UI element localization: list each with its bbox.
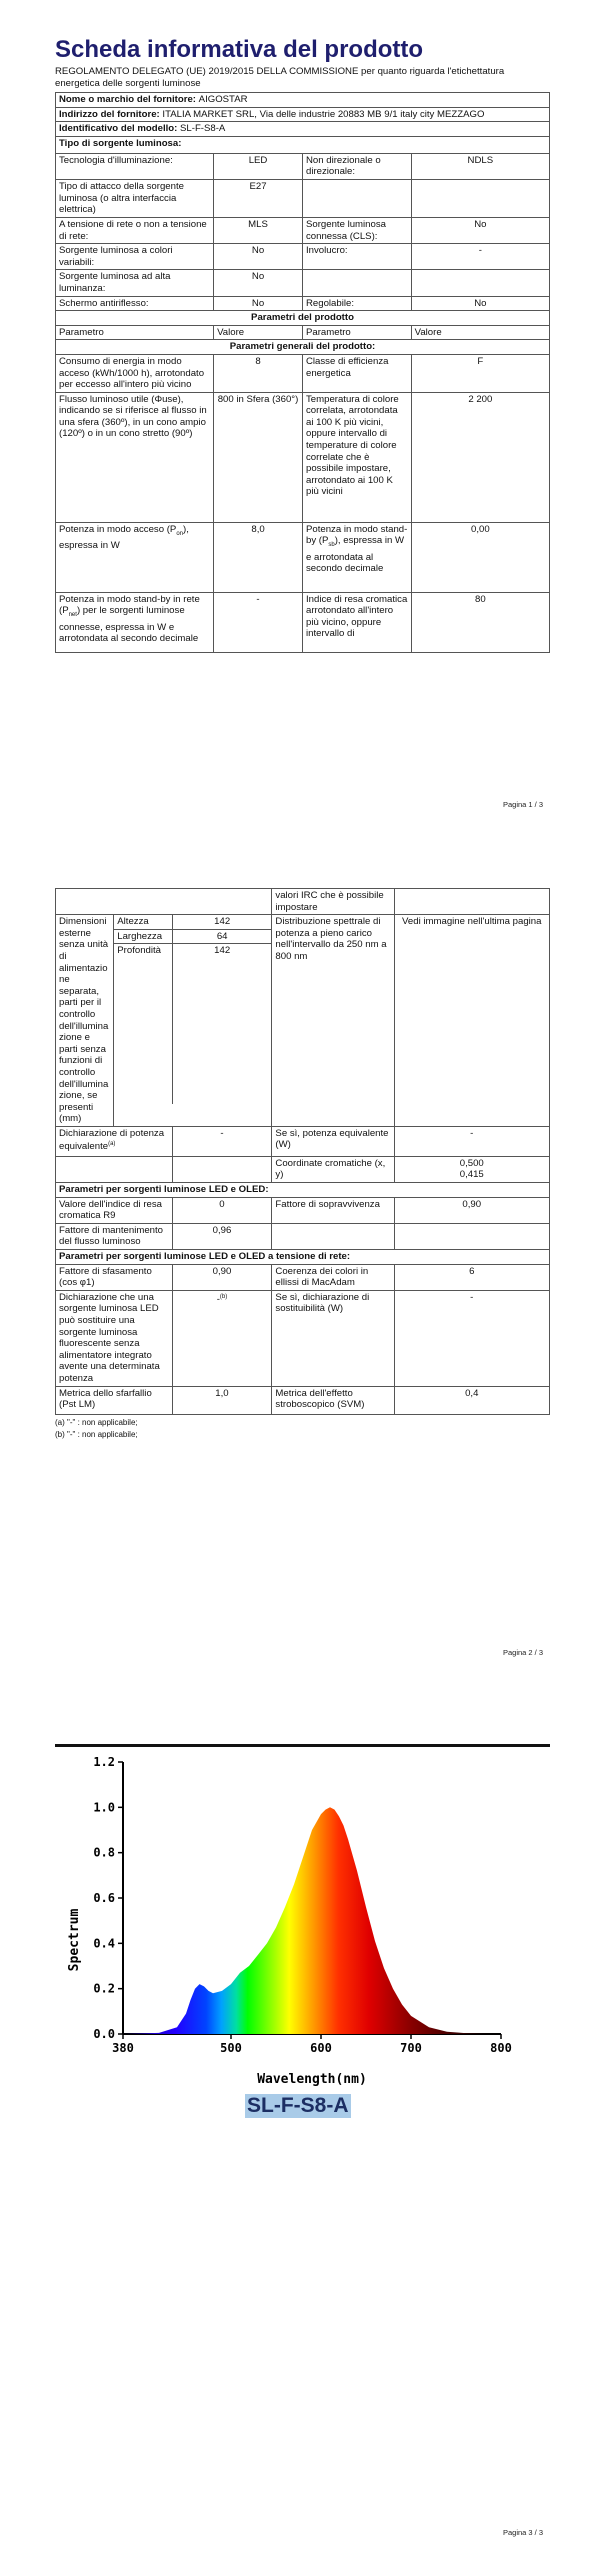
height-value: 142 [172, 915, 271, 929]
x-tick-label: 800 [490, 2041, 512, 2055]
page-3 [0, 1690, 603, 2560]
chroma-y: 0,415 [459, 1169, 484, 1181]
r9-label: Valore dell'indice di resa cromatica R9 [56, 1197, 173, 1223]
y-axis-label: Spectrum [67, 1908, 82, 1972]
energy-value: 8 [214, 354, 303, 392]
cls-value: No [411, 217, 549, 243]
cap-value: E27 [214, 179, 303, 217]
dir-value: NDLS [411, 153, 549, 179]
footnotes [55, 1417, 550, 1441]
document-title: Scheda informativa del prodotto [55, 36, 424, 63]
tech-label: Tecnologia d'illuminazione: [56, 153, 214, 179]
footnote-b: (b) "-" : non applicabile; [55, 1429, 138, 1439]
page-2-content [55, 888, 550, 1441]
psb-value: 0,00 [411, 522, 549, 592]
pf-value: 0,90 [172, 1264, 272, 1290]
page-2 [0, 830, 603, 1690]
replace-label: Dichiarazione che una sorgente luminosa LED può sostituire una sorgente luminosa fluorescente senza alimentatore integrato avente una determinata potenza [56, 1290, 173, 1386]
pon-value: 8,0 [214, 522, 303, 592]
chroma-x: 0,500 [459, 1157, 484, 1169]
chroma-label: Coordinate cromatiche (x, y) [272, 1156, 394, 1182]
pnet-value: - [214, 592, 303, 652]
depth-label: Profondità [114, 944, 172, 1104]
y-tick-label: 0.0 [93, 2027, 115, 2041]
dimmable-label: Regolabile: [302, 296, 411, 311]
replace-w-label: Se sì, dichiarazione di sostituibilità (W) [272, 1290, 394, 1386]
top-rule [55, 1744, 550, 1747]
y-tick-label: 0.2 [93, 1981, 115, 1996]
chroma-values [394, 1156, 549, 1182]
page-1-content [55, 36, 550, 653]
flux-label: Flusso luminoso utile (Φuse), indicando se si riferisce al flusso in una sfera (360º), in un cono ampio (120º) o in un cono stretto (90º) [56, 392, 214, 522]
x-tick-label: 380 [112, 2041, 134, 2055]
psb-label: Potenza in modo stand-by $(P_{sb})$, espressa in W e arrotondata al secondo decimale [302, 522, 411, 592]
supplier-address: ITALIA MARKET SRL, Via delle industrie 20883 MB 9/1 italy city MEZZAGO [162, 108, 485, 120]
pon-label: Potenza in modo acceso $(P_{on})$, espressa in W [56, 522, 214, 592]
spd-value: Vedi immagine nell'ultima pagina [394, 915, 549, 1127]
survival-label: Fattore di sopravvivenza [272, 1197, 394, 1223]
class-label: Classe di efficienza energetica [302, 354, 411, 392]
source-type-header: Tipo di sorgente luminosa: [56, 136, 550, 153]
dimensions-label: Dimensioni esterne senza unità di alimentazione separata, parti per il controllo dell'illuminazione e parti senza funzioni di controllo dell'illuminazione, se presenti (mm) [56, 915, 114, 1127]
x-tick-label: 600 [310, 2041, 332, 2055]
equiv-label: Dichiarazione di potenza equivalente$^{(a)}$ [56, 1126, 173, 1156]
svm-label: Metrica dell'effetto stroboscopico (SVM) [272, 1386, 394, 1414]
dimensions-table [114, 915, 271, 1104]
spd-label: Distribuzione spettrale di potenza a pieno carico nell'intervallo da 250 nm a 800 nm [272, 915, 394, 1127]
mains-label: A tensione di rete o non a tensione di rete: [56, 217, 214, 243]
flicker-label: Metrica dello sfarfallio (Pst LM) [56, 1386, 173, 1414]
spectrum-chart [0, 1750, 603, 2090]
cls-label: Sorgente luminosa connessa (CLS): [302, 217, 411, 243]
y-tick-label: 0.8 [93, 1845, 115, 1860]
equiv-w-value: - [394, 1126, 549, 1156]
class-value: F [411, 354, 549, 392]
product-params-header: Parametri del prodotto [56, 311, 550, 326]
y-tick-label: 0.6 [93, 1891, 115, 1905]
supplier-name: AIGOSTAR [198, 94, 248, 105]
page-number-3: Pagina 3 / 3 [502, 2528, 543, 2537]
replace-w-value: - [394, 1290, 549, 1386]
macadam-label: Coerenza dei colori in ellissi di MacAdam [272, 1264, 394, 1290]
flicker-value: 1,0 [172, 1386, 272, 1414]
envelope-value: - [411, 244, 549, 270]
tech-value: LED [214, 153, 303, 179]
colour-label: Sorgente luminosa a colori variabili: [56, 244, 214, 270]
glare-label: Schermo antiriflesso: [56, 296, 214, 311]
chart-caption: SL-F-S8-A [247, 2094, 349, 2117]
col-param-1: Parametro [56, 325, 214, 340]
pf-label: Fattore di sfasamento (cos φ1) [56, 1264, 173, 1290]
col-param-2: Parametro [302, 325, 411, 340]
maintenance-label: Fattore di mantenimento del flusso luminoso [56, 1223, 173, 1249]
equiv-value: - [172, 1126, 272, 1156]
svm-value: 0,4 [394, 1386, 549, 1414]
cri-value: 80 [411, 592, 549, 652]
high-lum-label: Sorgente luminosa ad alta luminanza: [56, 270, 214, 296]
y-tick-label: 0.4 [93, 1936, 115, 1951]
energy-label: Consumo di energia in modo acceso (kWh/1000 h), arrotondato per eccesso all'intero più vicino [56, 354, 214, 392]
height-label: Altezza [114, 915, 172, 929]
envelope-label: Involucro: [302, 244, 411, 270]
x-tick-label: 700 [400, 2041, 422, 2055]
col-value-1: Valore [214, 325, 303, 340]
flux-value: 800 in Sfera (360°) [214, 392, 303, 522]
equiv-w-label: Se sì, potenza equivalente (W) [272, 1126, 394, 1156]
model-row: Identificativo del modello: SL-F-S8-A [56, 122, 550, 137]
product-info-table [55, 92, 550, 653]
cap-label: Tipo di attacco della sorgente luminosa (o altra interfaccia elettrica) [56, 179, 214, 217]
regulation-text: REGOLAMENTO DELEGATO (UE) 2019/2015 DELLA COMMISSIONE per quanto riguarda l'etichettatura energetica delle sorgenti luminose [55, 66, 505, 89]
col-value-2: Valore [411, 325, 549, 340]
width-label: Larghezza [114, 929, 172, 944]
page-number-1: Pagina 1 / 3 [502, 800, 543, 809]
product-info-table-continued [55, 888, 550, 1415]
depth-value: 142 [172, 944, 271, 1104]
x-axis-label: Wavelength(nm) [257, 2072, 367, 2087]
y-tick-label: 1.2 [93, 1755, 115, 1769]
page-1 [0, 0, 603, 830]
model-id: SL-F-S8-A [180, 123, 226, 135]
glare-value: No [214, 296, 303, 311]
dimmable-value: No [411, 296, 549, 311]
led-params-header: Parametri per sorgenti luminose LED e OLED: [56, 1183, 550, 1198]
cct-value: 2 200 [411, 392, 549, 522]
cri-label: Indice di resa cromatica arrotondato all'intero più vicino, oppure intervallo di [302, 592, 411, 652]
maintenance-value: 0,96 [172, 1223, 272, 1249]
page-number-2: Pagina 2 / 3 [502, 1648, 543, 1657]
macadam-value: 6 [394, 1264, 549, 1290]
mains-value: MLS [214, 217, 303, 243]
survival-value: 0,90 [394, 1197, 549, 1223]
r9-value: 0 [172, 1197, 272, 1223]
colour-value: No [214, 244, 303, 270]
spectrum-area [123, 1807, 501, 2034]
mains-led-header: Parametri per sorgenti luminose LED e OLED a tensione di rete: [56, 1250, 550, 1265]
y-tick-label: 1.0 [93, 1800, 115, 1815]
x-tick-label: 500 [220, 2041, 242, 2055]
supplier-name-row: Nome o marchio del fornitore: AIGOSTAR [56, 93, 550, 108]
width-value: 64 [172, 929, 271, 944]
footnote-a: (a) "-" : non applicabile; [55, 1417, 138, 1427]
supplier-address-row: Indirizzo del fornitore: ITALIA MARKET SRL, Via delle industrie 20883 MB 9/1 italy city MEZZAGO [56, 107, 550, 122]
cct-label: Temperatura di colore correlata, arrotondata ai 100 K più vicini, oppure intervallo di temperature di colore correlate che è possibile impostare, arrotondato ai 100 K più vicini [302, 392, 411, 522]
cri-cont-label: valori IRC che è possibile impostare [272, 889, 394, 915]
general-params-header: Parametri generali del prodotto: [56, 340, 550, 355]
pnet-label: Potenza in modo stand-by in rete $(P_{net})$ per le sorgenti luminose connesse, espressa in W e arrotondata al secondo decimale [56, 592, 214, 652]
replace-value: -$^{(b)}$ [172, 1290, 272, 1386]
high-lum-value: No [214, 270, 303, 296]
dir-label: Non direzionale o direzionale: [302, 153, 411, 179]
